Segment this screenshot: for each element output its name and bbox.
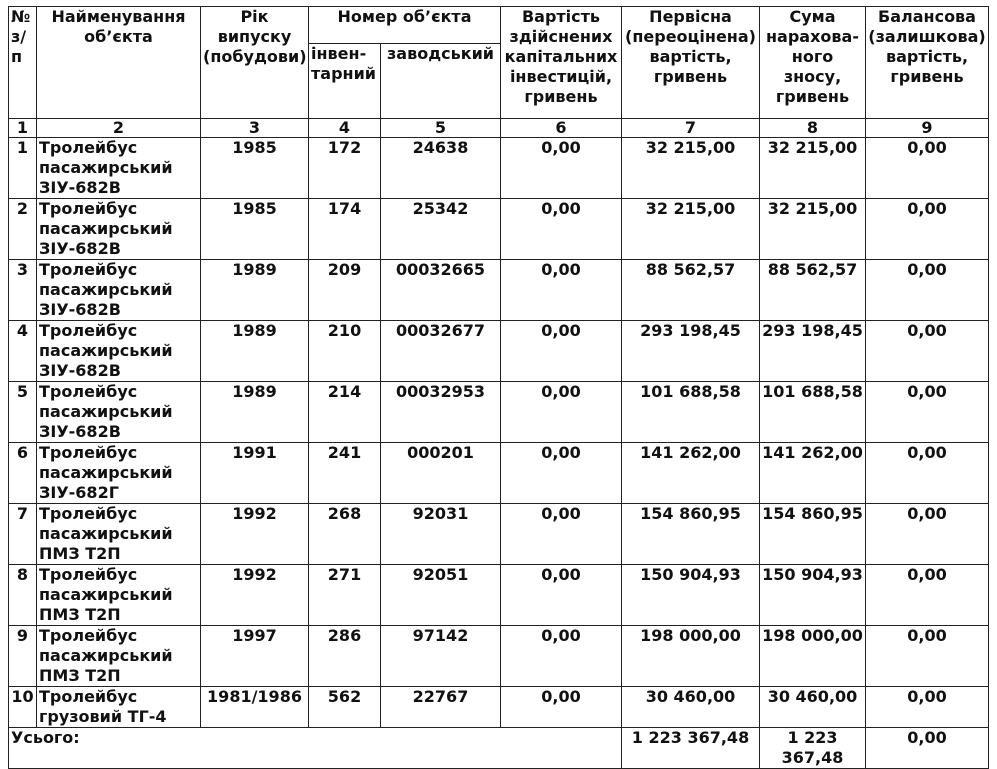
object-name: Тролейбус грузовий ТГ-4 [37, 687, 201, 728]
table-row [9, 687, 989, 728]
table-row [9, 504, 989, 565]
object-name: Тролейбус пасажирський ПМЗ Т2П [37, 565, 201, 626]
factory-number: 24638 [381, 138, 501, 199]
depreciation-amount: 198 000,00 [760, 626, 866, 687]
header-balance-value: Балансова (залишкова) вартість, гривень [866, 7, 989, 119]
table-row [9, 138, 989, 199]
object-name: Тролейбус пасажирський ЗІУ-682В [37, 321, 201, 382]
initial-cost: 293 198,45 [622, 321, 760, 382]
factory-number: 22767 [381, 687, 501, 728]
depreciation-amount: 32 215,00 [760, 199, 866, 260]
factory-number: 97142 [381, 626, 501, 687]
table-row [9, 626, 989, 687]
initial-cost: 141 262,00 [622, 443, 760, 504]
column-number: 2 [37, 119, 201, 138]
inventory-number: 172 [309, 138, 381, 199]
depreciation-amount: 141 262,00 [760, 443, 866, 504]
balance-value: 0,00 [866, 687, 989, 728]
capital-investments: 0,00 [501, 199, 622, 260]
total-balance-value: 0,00 [866, 728, 989, 769]
inventory-number: 209 [309, 260, 381, 321]
initial-cost: 198 000,00 [622, 626, 760, 687]
column-number: 9 [866, 119, 989, 138]
depreciation-amount: 30 460,00 [760, 687, 866, 728]
total-depreciation: 1 223 367,48 [760, 728, 866, 769]
row-number: 7 [9, 504, 37, 565]
total-initial-cost: 1 223 367,48 [622, 728, 760, 769]
initial-cost: 154 860,95 [622, 504, 760, 565]
document-page [8, 6, 989, 769]
table-row [9, 565, 989, 626]
inventory-number: 174 [309, 199, 381, 260]
capital-investments: 0,00 [501, 504, 622, 565]
object-name: Тролейбус пасажирський ЗІУ-682В [37, 199, 201, 260]
year-of-manufacture: 1992 [201, 565, 309, 626]
capital-investments: 0,00 [501, 138, 622, 199]
object-name: Тролейбус пасажирський ЗІУ-682В [37, 382, 201, 443]
header-initial-cost: Первісна (переоцінена) вартість, гривень [622, 7, 760, 119]
balance-value: 0,00 [866, 382, 989, 443]
year-of-manufacture: 1985 [201, 199, 309, 260]
depreciation-amount: 293 198,45 [760, 321, 866, 382]
balance-value: 0,00 [866, 504, 989, 565]
row-number: 4 [9, 321, 37, 382]
capital-investments: 0,00 [501, 382, 622, 443]
balance-value: 0,00 [866, 565, 989, 626]
column-number: 8 [760, 119, 866, 138]
capital-investments: 0,00 [501, 443, 622, 504]
object-name: Тролейбус пасажирський ЗІУ-682Г [37, 443, 201, 504]
header-factory: заводський [381, 44, 501, 119]
year-of-manufacture: 1992 [201, 504, 309, 565]
row-number: 10 [9, 687, 37, 728]
year-of-manufacture: 1989 [201, 260, 309, 321]
factory-number: 00032677 [381, 321, 501, 382]
row-number: 5 [9, 382, 37, 443]
capital-investments: 0,00 [501, 626, 622, 687]
inventory-number: 271 [309, 565, 381, 626]
column-number-row [9, 119, 989, 138]
table-row [9, 199, 989, 260]
total-row [9, 728, 989, 769]
inventory-number: 241 [309, 443, 381, 504]
inventory-number: 214 [309, 382, 381, 443]
inventory-number: 210 [309, 321, 381, 382]
depreciation-amount: 32 215,00 [760, 138, 866, 199]
year-of-manufacture: 1991 [201, 443, 309, 504]
initial-cost: 88 562,57 [622, 260, 760, 321]
initial-cost: 32 215,00 [622, 138, 760, 199]
table-row [9, 321, 989, 382]
header-no: № з/п [9, 7, 37, 119]
header-depreciation: Сума нарахова-ного зносу, гривень [760, 7, 866, 119]
object-name: Тролейбус пасажирський ЗІУ-682В [37, 260, 201, 321]
capital-investments: 0,00 [501, 321, 622, 382]
capital-investments: 0,00 [501, 260, 622, 321]
row-number: 2 [9, 199, 37, 260]
depreciation-amount: 150 904,93 [760, 565, 866, 626]
factory-number: 00032665 [381, 260, 501, 321]
total-label: Усього: [9, 728, 622, 769]
factory-number: 00032953 [381, 382, 501, 443]
initial-cost: 30 460,00 [622, 687, 760, 728]
inventory-number: 268 [309, 504, 381, 565]
column-number: 4 [309, 119, 381, 138]
header-row [9, 7, 989, 44]
object-name: Тролейбус пасажирський ПМЗ Т2П [37, 504, 201, 565]
object-name: Тролейбус пасажирський ЗІУ-682В [37, 138, 201, 199]
inventory-number: 562 [309, 687, 381, 728]
initial-cost: 101 688,58 [622, 382, 760, 443]
year-of-manufacture: 1997 [201, 626, 309, 687]
balance-value: 0,00 [866, 199, 989, 260]
depreciation-amount: 88 562,57 [760, 260, 866, 321]
fixed-assets-table [8, 6, 989, 769]
header-name: Найменування об’єкта [37, 7, 201, 119]
factory-number: 92031 [381, 504, 501, 565]
row-number: 9 [9, 626, 37, 687]
initial-cost: 32 215,00 [622, 199, 760, 260]
year-of-manufacture: 1989 [201, 382, 309, 443]
row-number: 6 [9, 443, 37, 504]
header-year: Рік випуску (побудови) [201, 7, 309, 119]
year-of-manufacture: 1985 [201, 138, 309, 199]
balance-value: 0,00 [866, 443, 989, 504]
column-number: 3 [201, 119, 309, 138]
factory-number: 25342 [381, 199, 501, 260]
depreciation-amount: 101 688,58 [760, 382, 866, 443]
row-number: 3 [9, 260, 37, 321]
column-number: 1 [9, 119, 37, 138]
balance-value: 0,00 [866, 260, 989, 321]
column-number: 5 [381, 119, 501, 138]
header-inventory: інвен-тарний [309, 44, 381, 119]
balance-value: 0,00 [866, 626, 989, 687]
initial-cost: 150 904,93 [622, 565, 760, 626]
capital-investments: 0,00 [501, 565, 622, 626]
row-number: 8 [9, 565, 37, 626]
table-row [9, 260, 989, 321]
balance-value: 0,00 [866, 321, 989, 382]
balance-value: 0,00 [866, 138, 989, 199]
capital-investments: 0,00 [501, 687, 622, 728]
row-number: 1 [9, 138, 37, 199]
factory-number: 000201 [381, 443, 501, 504]
factory-number: 92051 [381, 565, 501, 626]
table-row [9, 382, 989, 443]
year-of-manufacture: 1989 [201, 321, 309, 382]
column-number: 6 [501, 119, 622, 138]
column-number: 7 [622, 119, 760, 138]
object-name: Тролейбус пасажирський ПМЗ Т2П [37, 626, 201, 687]
table-row [9, 443, 989, 504]
depreciation-amount: 154 860,95 [760, 504, 866, 565]
header-capital-investments: Вартість здійснених капітальних інвестицій, гривень [501, 7, 622, 119]
header-object-number: Номер об’єкта [309, 7, 501, 44]
inventory-number: 286 [309, 626, 381, 687]
year-of-manufacture: 1981/1986 [201, 687, 309, 728]
